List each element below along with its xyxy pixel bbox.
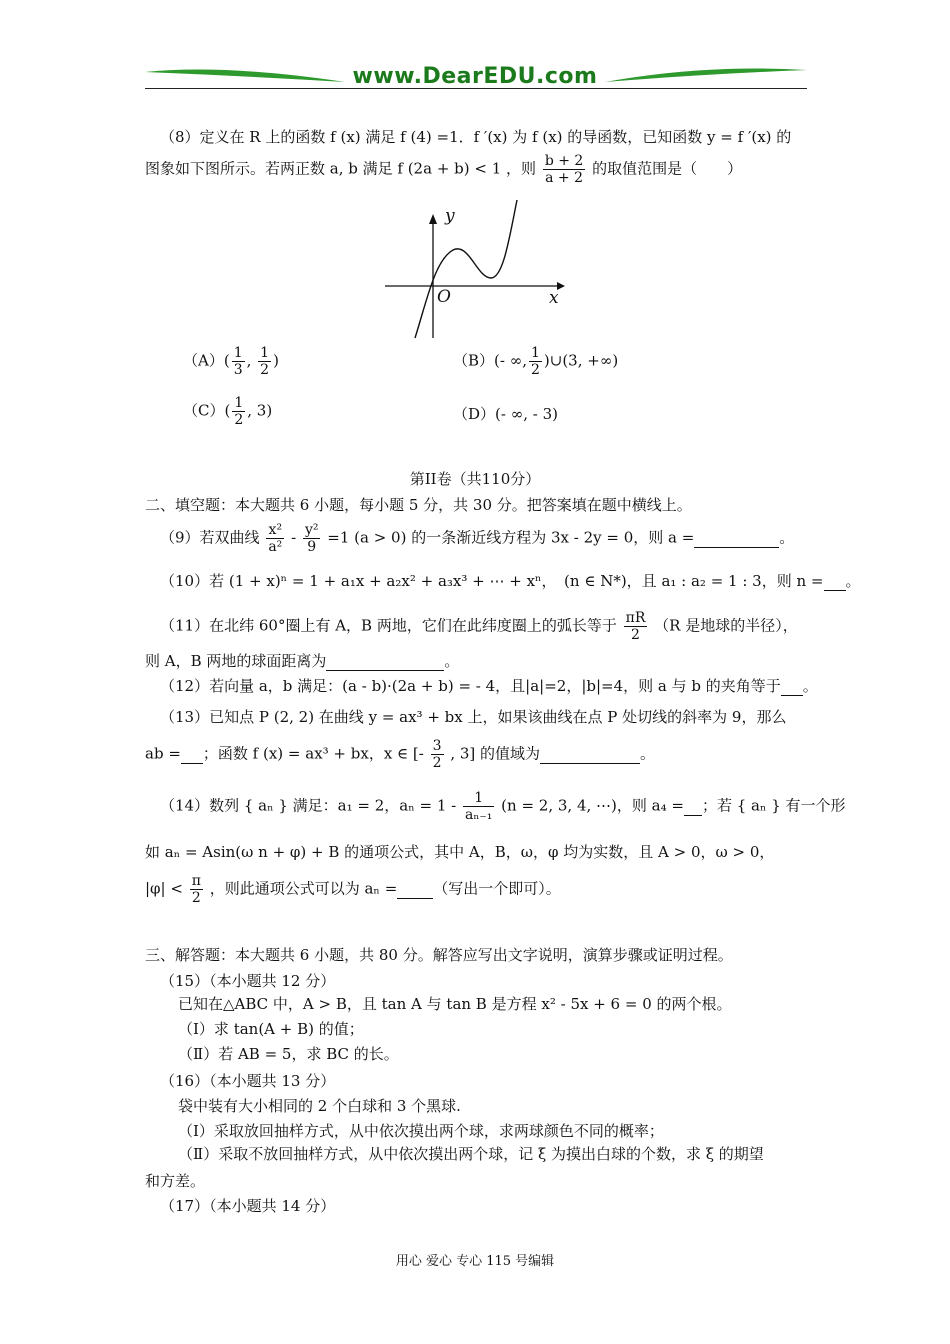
graph-x-label: x [549, 288, 559, 308]
q9-n2: y² [304, 522, 319, 538]
q14-l3-num: π [191, 873, 201, 889]
q11-frac [624, 610, 648, 643]
q13-end: 。 [640, 744, 656, 763]
q8-line2 [145, 153, 742, 186]
q14-line3 [145, 873, 561, 906]
q11-line2 [145, 652, 459, 671]
q10-answer-blank[interactable] [824, 572, 846, 591]
q14-num: 1 [463, 790, 494, 807]
q15-part2: （Ⅱ）若 AB = 5，求 BC 的长。 [178, 1045, 399, 1063]
q8-fraction [543, 153, 586, 186]
q11-c: 则 A，B 两地的球面距离为 [145, 652, 327, 670]
q9-d1: a² [268, 539, 283, 556]
page-header [145, 62, 807, 92]
q12-end: 。 [802, 677, 818, 695]
q13-c: ；函数 f (x) = ax³ + bx，x ∈ [- [202, 744, 424, 763]
q11-b: （R 是地球的半径）， [654, 616, 798, 635]
q14-a: （14）数列 { aₙ } 满足：a₁ = 2，aₙ = 1 - [160, 796, 457, 815]
part3-intro: 三、解答题：本大题共 6 小题，共 80 分。解答应写出文字说明，演算步骤或证明过程。 [145, 946, 733, 964]
q10 [160, 572, 861, 591]
opt-a-frac1 [232, 345, 245, 378]
opt-b-f-num: 1 [530, 345, 540, 361]
q16-body: 袋中装有大小相同的 2 个白球和 3 个黑球. [178, 1097, 461, 1115]
q8-frac-den: a + 2 [545, 170, 583, 187]
site-logo: www.DearEDU.com [352, 64, 598, 89]
header-rule [145, 88, 807, 89]
q10-text: （10）若 (1 + x)ⁿ = 1 + a₁x + a₂x² + a₃x³ + ⋯ + xⁿ， (n ∈ N*)，且 a₁ : a₂ = 1 : 3，则 n = [160, 572, 824, 590]
opt-c-f-num: 1 [234, 395, 244, 411]
q9 [160, 522, 794, 555]
q13-range-blank[interactable] [540, 745, 640, 764]
q11-end: 。 [444, 652, 460, 670]
opt-c-f-den: 2 [234, 412, 244, 429]
q9-frac1 [266, 522, 284, 555]
q13-line2 [145, 738, 655, 771]
opt-a-f1-den: 3 [233, 362, 243, 379]
q14-l3b: ，则此通项公式可以为 aₙ = [209, 879, 398, 898]
q16-part2-cont: 和方差。 [145, 1172, 206, 1190]
q11-den: 2 [631, 627, 640, 644]
opt-b-tail: )∪(3, +∞) [543, 351, 619, 370]
q8-line2b: 的取值范围是（ ） [592, 159, 743, 178]
q8-line1: （8）定义在 R 上的函数 f (x) 满足 f (4) =1．f ′(x) 为 f (x) 的导函数，已知函数 y = f ′(x) 的 [160, 128, 792, 146]
q14-line1 [160, 790, 846, 823]
q9-d2: 9 [307, 539, 317, 556]
opt-b-frac [529, 345, 542, 378]
q16-part2: （Ⅱ）采取不放回抽样方式，从中依次摸出两个球，记 ξ 为摸出白球的个数，求 ξ 的期望 [178, 1145, 764, 1163]
opt-a-f2-den: 2 [260, 362, 270, 379]
opt-a-frac2 [258, 345, 271, 378]
q13-num: 3 [432, 738, 442, 754]
opt-c-tail: , 3) [247, 401, 273, 420]
q14-l3-frac [190, 873, 203, 906]
q14-l3-den: 2 [191, 890, 201, 907]
q14-line2: 如 aₙ = Asin(ω n + φ) + B 的通项公式，其中 A，B，ω，φ 均为实数，且 A > 0，ω > 0， [145, 843, 775, 861]
page-footer: 用心 爱心 专心 115 号编辑 [395, 1254, 555, 1269]
opt-a-f1-num: 1 [233, 345, 243, 361]
q14-c: ；若 { aₙ } 有一个形 [701, 796, 846, 815]
q17-title: （17）（本小题共 14 分） [160, 1197, 336, 1215]
q9-end: 。 [779, 528, 795, 547]
q14-l3a: |φ| < [145, 879, 183, 898]
q13-frac [431, 738, 444, 771]
q12 [160, 677, 818, 696]
opt-b-label: （B）(- ∞, [453, 351, 527, 370]
q15-title: （15）（本小题共 12 分） [160, 972, 336, 990]
q13-d: , 3] 的值域为 [450, 744, 541, 763]
q8-option-b [453, 345, 618, 378]
q9-b: =1 (a > 0) 的一条渐近线方程为 3x - 2y = 0，则 a = [327, 528, 695, 547]
opt-b-f-den: 2 [530, 362, 540, 379]
q14-b: (n = 2, 3, 4, ⋯)，则 a₄ = [501, 796, 684, 815]
opt-c-label: （C）( [183, 401, 231, 420]
q11-answer-blank[interactable] [326, 652, 444, 671]
q16-title: （16）（本小题共 13 分） [160, 1072, 336, 1090]
q10-end: 。 [845, 572, 861, 590]
q13-line1: （13）已知点 P (2, 2) 在曲线 y = ax³ + bx 上，如果该曲线在点 P 处切线的斜率为 9，那么 [160, 708, 787, 726]
q9-frac2 [303, 522, 321, 555]
derivative-graph [385, 200, 570, 340]
opt-a-f2-num: 1 [260, 345, 270, 361]
q11-line1 [160, 610, 798, 643]
q11-num: πR [625, 610, 646, 626]
q12-answer-blank[interactable] [781, 677, 803, 696]
q8-option-d: （D）(- ∞, - 3) [453, 405, 558, 423]
q15-part1: （Ⅰ）求 tan(A + B) 的值； [178, 1020, 364, 1038]
q13-b: ab = [145, 744, 181, 763]
q9-answer-blank[interactable] [694, 529, 779, 548]
q9-mid: - [291, 528, 297, 547]
q9-n1: x² [266, 522, 284, 539]
q8-option-a: （A）( $\frac{1}{3}$ , $\frac{1}{2}$ ) [183, 345, 279, 379]
q13-ab-blank[interactable] [181, 745, 203, 764]
q16-part1: （Ⅰ）采取放回抽样方式，从中依次摸出两个球，求两球颜色不同的概率； [178, 1122, 664, 1140]
q8-frac-num: b + 2 [544, 153, 584, 169]
q8-option-c [183, 395, 272, 428]
q14-a4-blank[interactable] [684, 797, 702, 816]
q14-l3c: （写出一个即可）。 [433, 879, 561, 898]
q14-formula-blank[interactable] [397, 880, 433, 899]
opt-a-tail: ) [273, 351, 279, 370]
q14-den: aₙ₋₁ [464, 807, 493, 824]
part2-intro: 二、填空题：本大题共 6 小题，每小题 5 分，共 30 分。把答案填在题中横线上。 [145, 496, 692, 514]
graph-origin-label: O [437, 287, 451, 307]
q9-a: （9）若双曲线 [160, 528, 260, 547]
q15-body: 已知在△ABC 中，A > B，且 tan A 与 tan B 是方程 x² - 5x + 6 = 0 的两个根。 [178, 995, 732, 1013]
q8-line2a: 图象如下图所示。若两正数 a, b 满足 f (2a + b) < 1 ，则 [145, 159, 537, 178]
part2-title: 第II卷（共110分） [409, 470, 541, 488]
q11-a: （11）在北纬 60°圈上有 A，B 两地，它们在此纬度圈上的弧长等于 [160, 616, 617, 635]
opt-a-label: （A）( [183, 351, 230, 370]
q13-den: 2 [432, 755, 442, 772]
graph-svg [385, 200, 570, 340]
opt-c-frac [232, 395, 245, 428]
graph-y-label: y [445, 206, 455, 226]
q14-frac [463, 790, 494, 823]
q12-text: （12）若向量 a，b 满足：(a - b)·(2a + b) = - 4，且|a|=2，|b|=4，则 a 与 b 的夹角等于 [160, 677, 781, 695]
